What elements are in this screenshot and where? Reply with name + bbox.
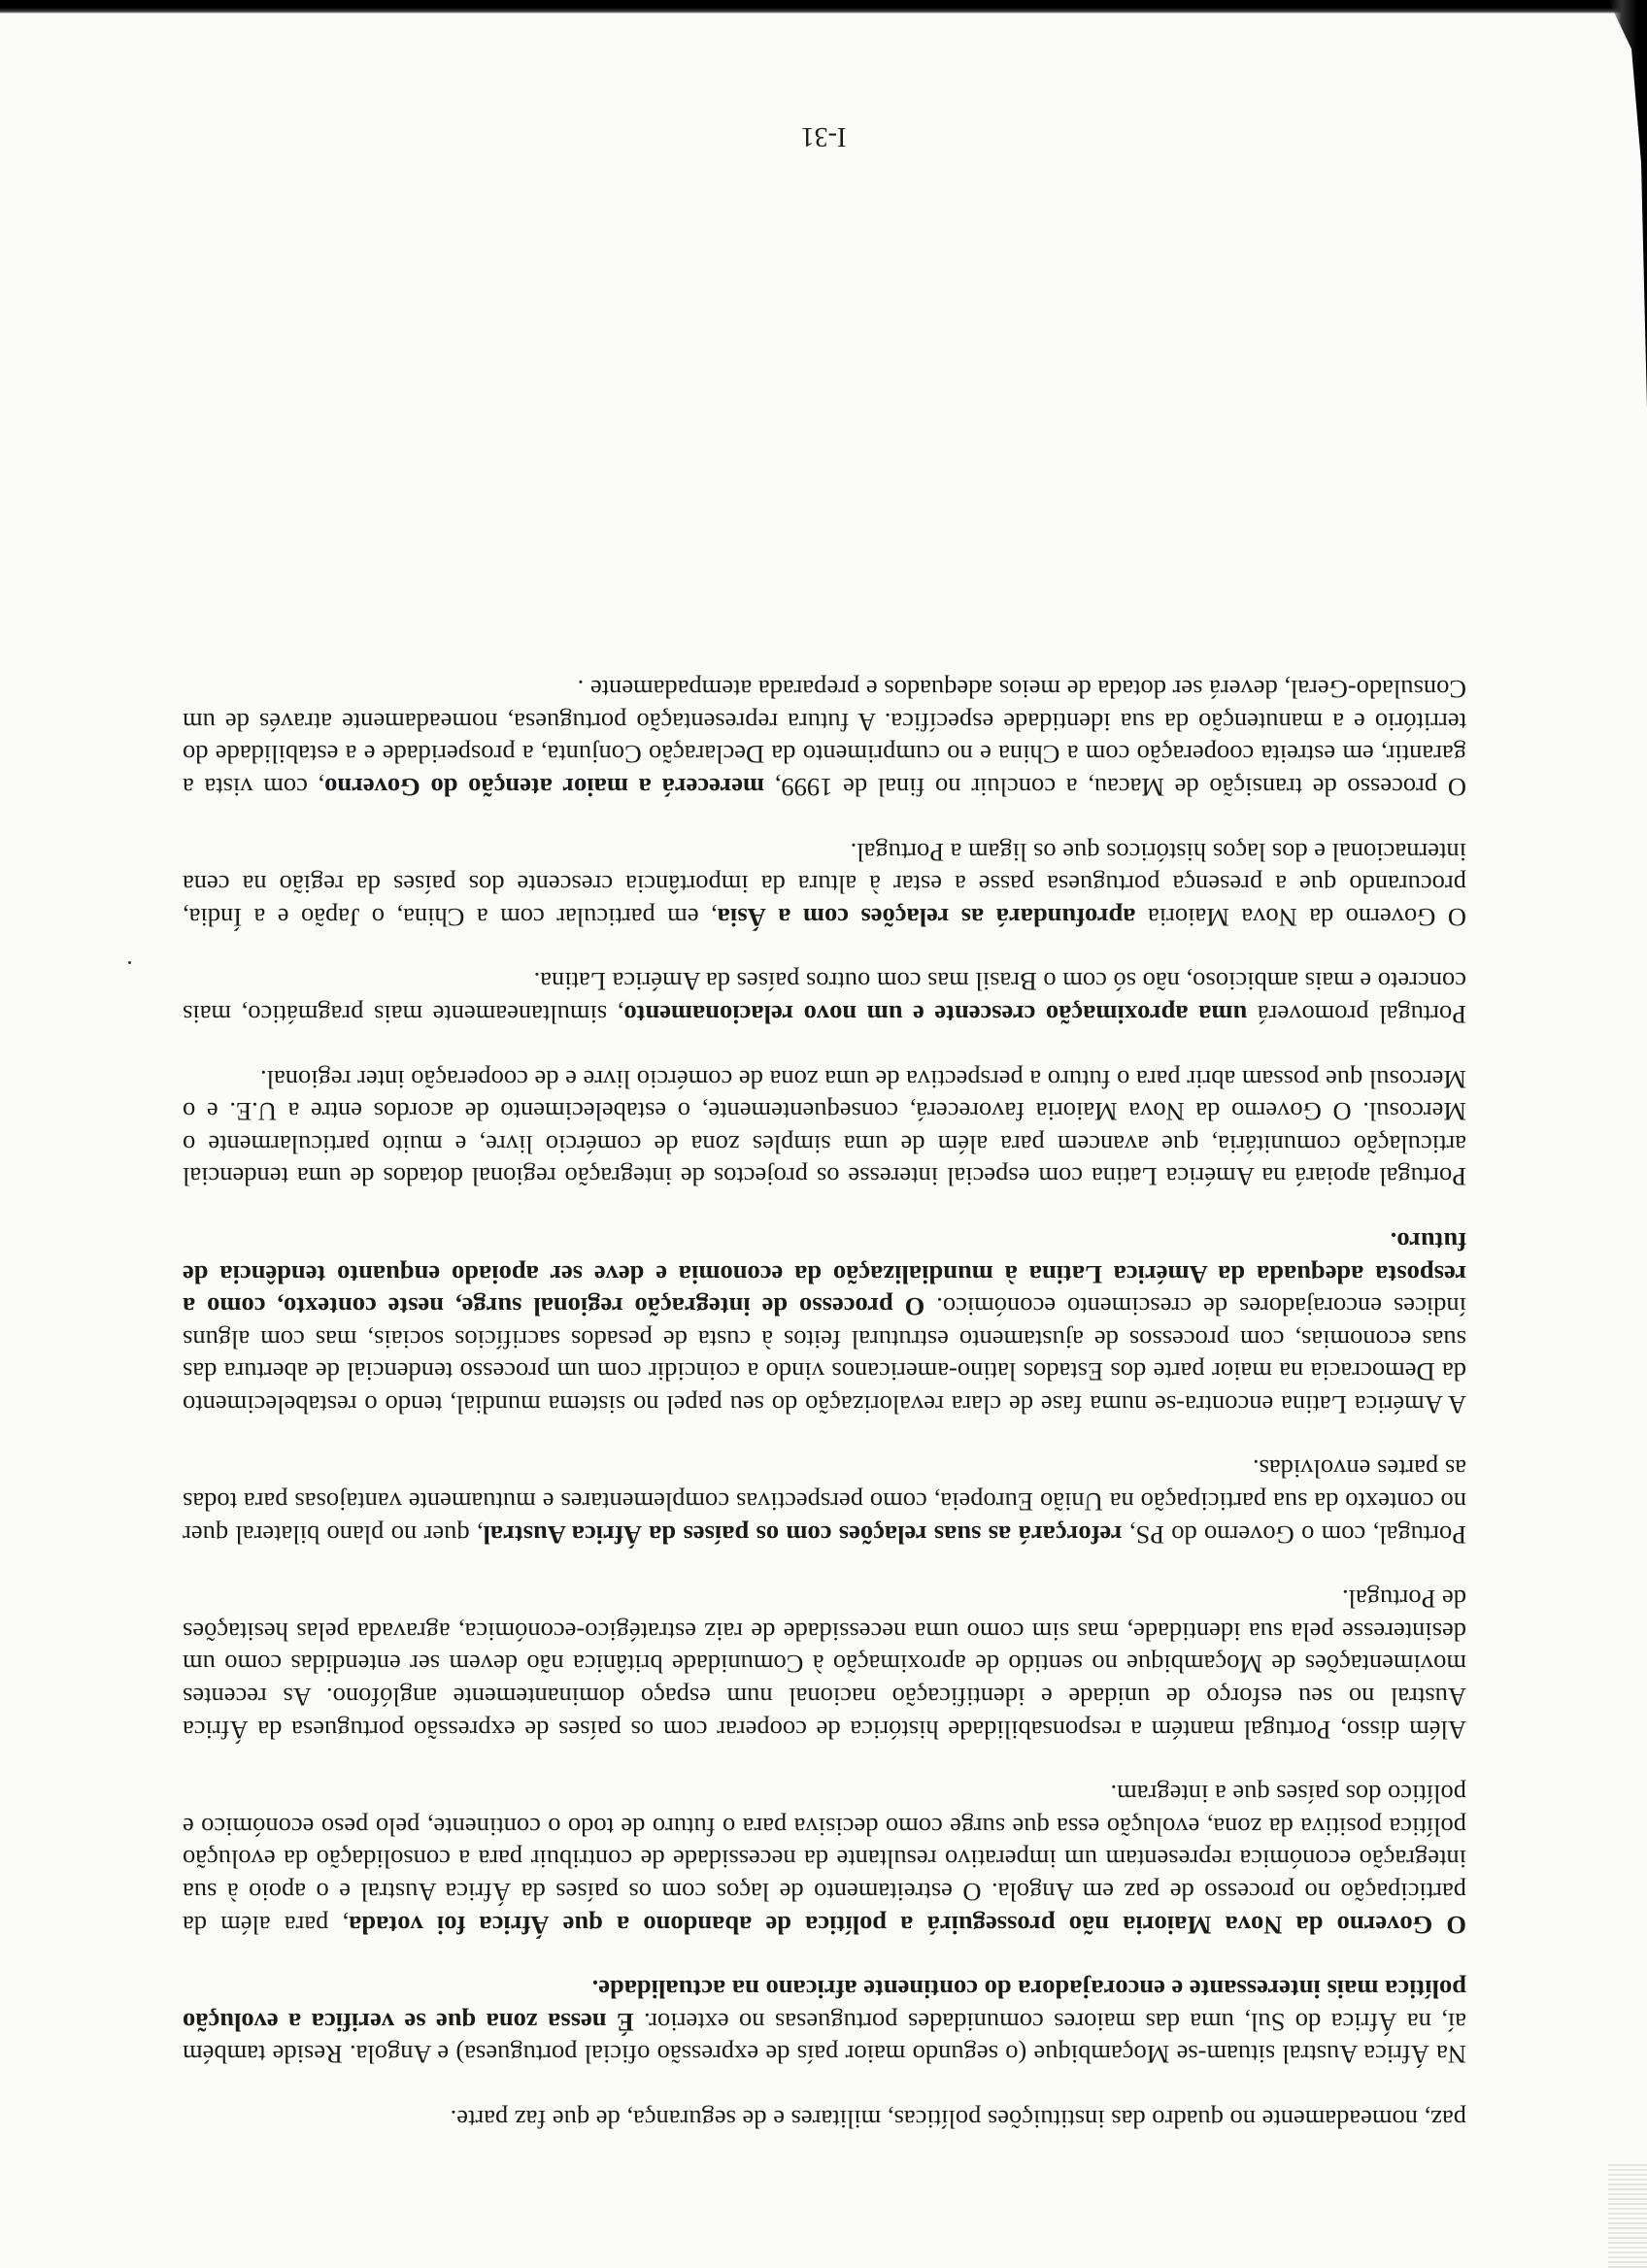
paragraph xyxy=(183,1778,1466,1941)
paragraph-emphasis: O Governo da Nova Maioria não prosseguirá a política de abandono a que África foi votada xyxy=(349,1910,1466,1940)
paragraph-text: Além disso, Portugal mantém a responsabilidade histórica de cooperar com os países de expressão portuguesa da África Austral no seu esforço de unidade e identificação nacional num espaço dominantemente anglófono. As recentes movimentações de Moçambique no sentido de aproximação à Comunidade britânica não devem ser entendidas como um desinteresse pela sua identidade, mas sim como uma necessidade de raiz estratégico-económica, agravada pelas hesitações de Portugal. xyxy=(183,1584,1466,1745)
paragraph xyxy=(183,1224,1466,1420)
paragraph xyxy=(183,835,1466,933)
paragraph-text: Na África Austral situam-se Moçambique (o segundo maior país de expressão oficial portuguesa) e Angola. Reside também aí, na África do Sul, uma das maiores comunidades portuguesas no exterior. xyxy=(183,2007,1466,2070)
paragraph xyxy=(183,965,1466,1030)
paragraph xyxy=(183,673,1466,803)
page-body xyxy=(183,641,1466,2135)
paragraph-text: , para além da participação no processo de paz em Angola. O estreitamento de laços com os países da África Austral e o apoio à sua integração económica representam um imperativo resultante da necessidade de contribuir para a consolidação da evolução política positiva da zona, evolução essa que surge como decisiva para o futuro de todo o continente, pelo peso económico e político dos países que a integram. xyxy=(183,1780,1466,1940)
paragraph-emphasis: aprofundará as relações com a Ásia xyxy=(717,902,1136,932)
paragraph xyxy=(183,1583,1466,1746)
paragraph-text: , com vista a garantir, em estreita cooperação com a China e no cumprimento da Declaração Conjunta, a prosperidade e a estabilidade do território e a manutenção da sua identidade específica. A futura representação portuguesa, nomeadamente através de um Consulado-Geral, deverá ser dotada de meios adequados e preparada atempadamente . xyxy=(182,675,1466,802)
paragraph-text: , em particular com a China, o Japão e a Índia, procurando que a presença portuguesa passe a estar à altura da importância crescente dos países da região na cena internacional e dos laços históricos que os ligam a Portugal. xyxy=(183,837,1466,932)
paragraph-text: O Governo da Nova Maioria xyxy=(1135,902,1466,932)
paragraph-emphasis: O processo de integração regional surge, neste contexto, como a resposta adequada da América Latina à mundialização da economia e deve ser apoiado enquanto tendência de futuro. xyxy=(183,1226,1466,1322)
page-number: I-31 xyxy=(800,121,847,151)
paragraph-text: Portugal, com o Governo do PS, xyxy=(1122,1519,1466,1550)
paragraph-text: A América Latina encontra-se numa fase de clara revalorização do seu papel no sistema mundial, tendo o restabelecimento da Democracia na maior parte dos Estados latino-americanos vindo a coincidir com um processo tendencial de abertura das suas economias, com processos de ajustamento estrutural feitos à custa de pesados sacrifícios sociais, mas com alguns índices encorajadores de crescimento económico. xyxy=(183,1292,1466,1419)
paragraph xyxy=(183,2102,1466,2135)
paragraph-text: O processo de transição de Macau, a concluir no final de 1999, xyxy=(764,773,1466,802)
paragraph-text: paz, nomeadamente no quadro das instituições políticas, militares e de segurança, de que faz parte. xyxy=(450,2105,1466,2134)
paragraph-text: Portugal promoverá xyxy=(1247,999,1466,1029)
paragraph-emphasis: uma aproximação crescente e um novo relacionamento xyxy=(623,999,1248,1029)
paragraph xyxy=(183,1452,1466,1551)
paragraph-text: , simultaneamente mais pragmático, mais concreto e mais ambicioso, não só com o Brasil mas com outros países da América Latina. xyxy=(183,967,1466,1029)
paragraph xyxy=(183,1062,1466,1192)
paragraph-emphasis: merecerá a maior atenção do Governo xyxy=(324,773,765,802)
paragraph-emphasis: É nessa zona que se verifica a evolução política mais interessante e encorajadora do continente africano na actualidade. xyxy=(182,1975,1466,2037)
paragraph-emphasis: reforçará as suas relações com os países da África Austral xyxy=(483,1519,1123,1550)
paragraph xyxy=(183,1973,1466,2071)
paragraph-text: , quer no plano bilateral quer no contexto da sua participação na União Europeia, como perspectivas complementares e mutuamente vantajosas para todas as partes envolvidas. xyxy=(182,1454,1466,1550)
paragraph-text: Portugal apoiará na América Latina com especial interesse os projectos de integração regional dotados de uma tendencial articulação comunitária, que avancem para além de uma simples zona de comércio livre, e muito particularmente o Mercosul. O Governo da Nova Maioria favorecerá, consequentemente, o estabelecimento de acordos entre a U.E. e o Mercosul que possam abrir para o futuro a perspectiva de uma zona de comércio livre e de cooperação inter regional. xyxy=(183,1064,1466,1192)
